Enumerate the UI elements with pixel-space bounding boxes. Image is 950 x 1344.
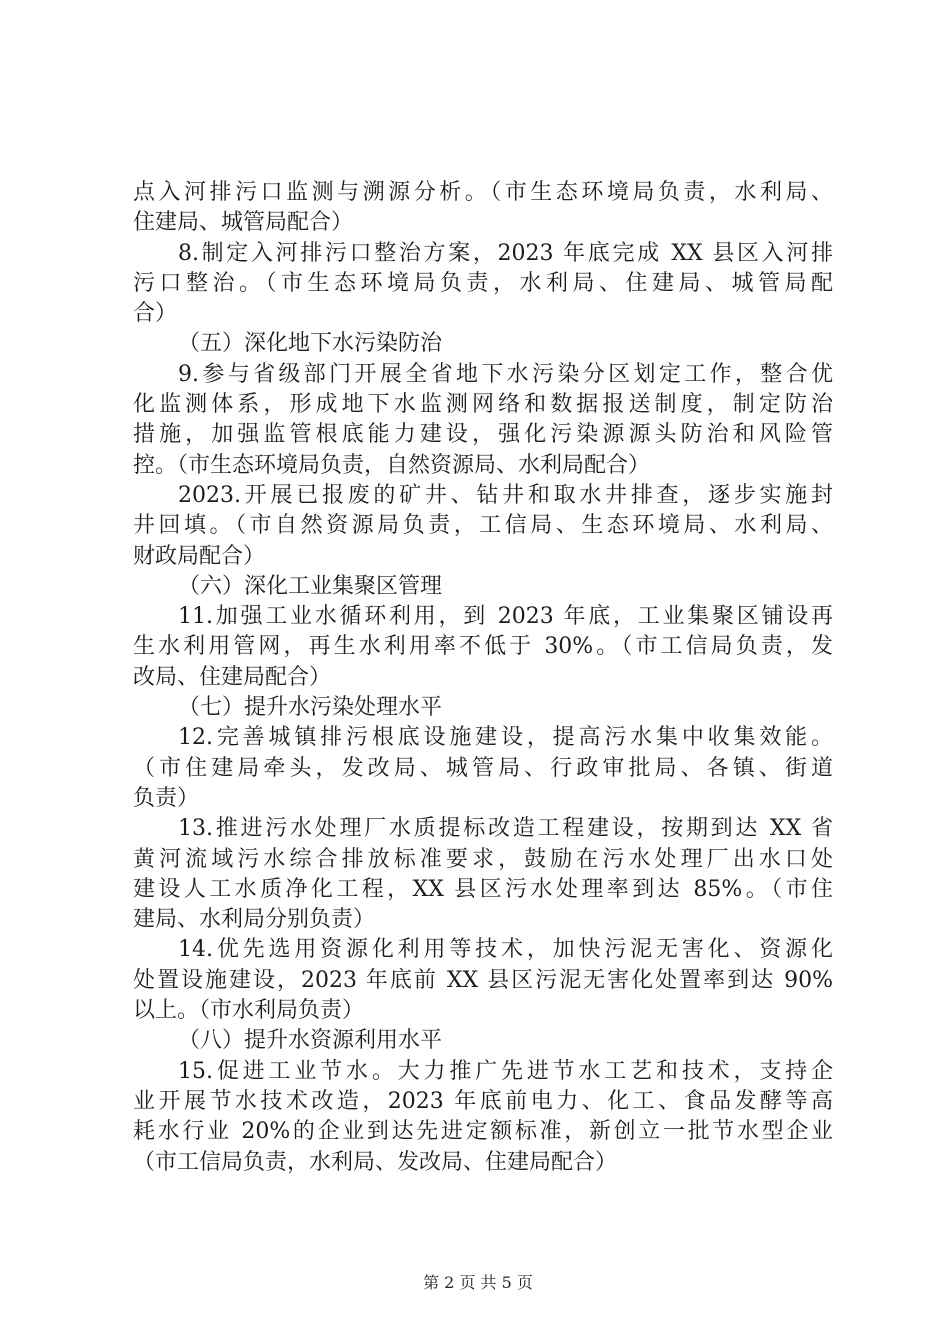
text-line: 负责） [133,785,200,811]
document-body [133,178,833,1178]
text-line: 生水利用管网，再生水利用率不低于 30%。（市工信局负责，发 [133,634,833,660]
section-heading: （六）深化工业集聚区管理 [178,573,443,599]
paragraph-continuation [133,178,833,239]
section-heading-7 [133,693,833,723]
paragraph-item-12 [133,723,833,814]
text-line: 点入河排污口监测与溯源分析。（市生态环境局负责，水利局、 [133,180,833,205]
text-line: 耗水行业 20%的企业到达先进定额标准，新创立一批节水型企业 [133,1119,833,1145]
section-heading-6 [133,572,833,602]
text-line: 业开展节水技术改造，2023 年底前电力、化工、食品发酵等高 [133,1088,833,1114]
text-line: 井回填。（市自然资源局负责，工信局、生态环境局、水利局、 [133,513,833,539]
text-line: （市住建局牵头，发改局、城管局、行政审批局、各镇、街道 [133,755,833,781]
paragraph-item-15 [133,1057,833,1178]
section-heading-5 [133,329,833,359]
text-line: 15.促进工业节水。大力推广先进节水工艺和技术，支持企 [178,1058,833,1084]
paragraph-item-13 [133,814,833,935]
section-heading: （五）深化地下水污染防治 [178,331,443,357]
text-line: 住建局、城管局配合） [133,210,354,236]
text-line: 污口整治。（市生态环境局负责，水利局、住建局、城管局配 [133,270,833,296]
paragraph-item-8 [133,239,833,330]
text-line: （市工信局负责，水利局、发改局、住建局配合） [133,1149,618,1175]
text-line: 建局、水利局分别负责） [133,907,376,933]
section-heading: （八）提升水资源利用水平 [178,1028,443,1054]
text-line: 处置设施建设，2023 年底前 XX 县区污泥无害化处置率到达 90% [133,967,833,993]
text-line: 建设人工水质净化工程，XX 县区污水处理率到达 85%。（市住 [133,876,833,902]
paragraph-item-10 [133,481,833,572]
text-line: 9.参与省级部门开展全省地下水污染分区划定工作，整合优 [178,361,833,387]
paragraph-item-14 [133,935,833,1026]
text-line: 13.推进污水处理厂水质提标改造工程建设，按期到达 XX 省 [178,816,833,842]
text-line: 黄河流域污水综合排放标准要求，鼓励在污水处理厂出水口处 [133,846,833,872]
text-line: 14.优先选用资源化利用等技术，加快污泥无害化、资源化 [178,937,833,963]
section-heading-8 [133,1026,833,1056]
text-line: 以上。（市水利局负责） [133,998,365,1024]
paragraph-item-9 [133,360,833,481]
page-footer: 第 2 页 共 5 页 [423,1273,533,1292]
text-line: 11.加强工业水循环利用，到 2023 年底，工业集聚区铺设再 [178,604,833,630]
text-line: 改局、住建局配合） [133,664,332,690]
text-line: 化监测体系，形成地下水监测网络和数据报送制度，制定防治 [133,392,833,418]
text-line: 合） [133,301,178,327]
text-line: 12.完善城镇排污根底设施建设，提高污水集中收集效能。 [178,725,833,751]
text-line: 措施，加强监管根底能力建设，强化污染源源头防治和风险管 [133,422,833,448]
text-line: 8.制定入河排污口整治方案，2023 年底完成 XX 县区入河排 [178,240,833,266]
text-line: 2023.开展已报废的矿井、钻井和取水井排查，逐步实施封 [178,482,833,508]
paragraph-item-11 [133,602,833,693]
text-line: 控。（市生态环境局负责，自然资源局、水利局配合） [133,452,651,478]
section-heading: （七）提升水污染处理水平 [178,695,443,721]
text-line: 财政局配合） [133,543,266,569]
